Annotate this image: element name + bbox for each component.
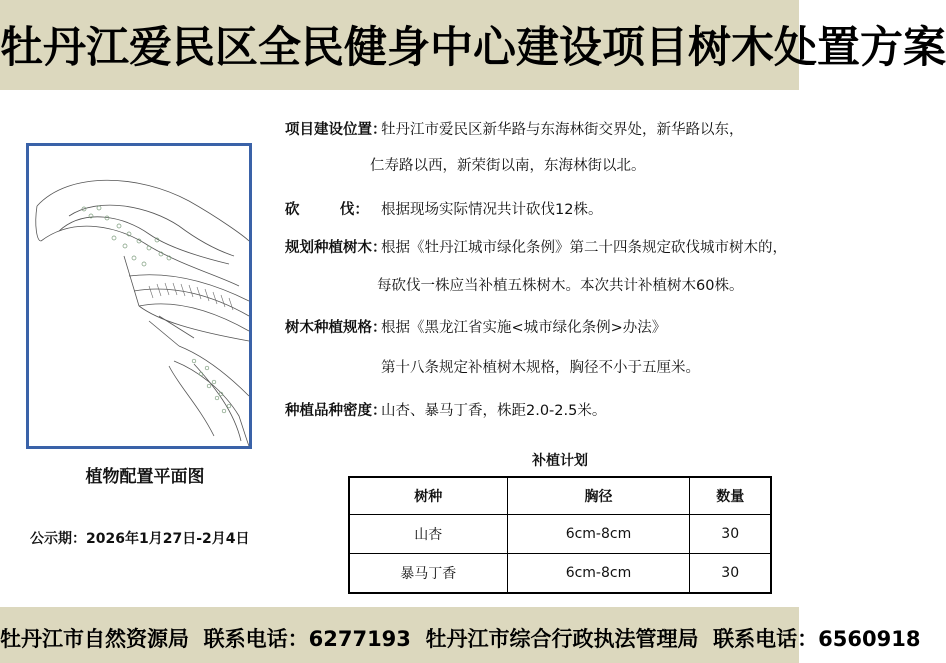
replant-line1: 根据《牡丹江城市绿化条例》第二十四条规定砍伐城市树木的， [381, 240, 787, 256]
table-header-row [349, 477, 771, 515]
location-label: 项目建设位置： [285, 122, 387, 138]
notice-period: 公示期：2026年1月27日-2月4日 [30, 531, 250, 547]
header-species: 树种 [349, 477, 507, 515]
footer-banner [0, 607, 921, 663]
spec-line1: 根据《黑龙江省实施<城市绿化条例>办法》 [381, 320, 667, 336]
spec-label: 树木种植规格： [285, 320, 387, 336]
map-drawing [29, 146, 249, 446]
table-row [349, 554, 771, 594]
cell-count: 30 [690, 554, 771, 594]
plan-title: 补植计划 [532, 453, 588, 469]
map-caption: 植物配置平面图 [85, 467, 205, 487]
replant-line2: 每砍伐一株应当补植五株树木。本次共计补植树木60株。 [377, 278, 744, 294]
title-banner [0, 0, 946, 90]
replant-plan-table [348, 476, 772, 594]
cell-count: 30 [690, 515, 771, 554]
cut-label: 砍 伐： [285, 202, 369, 218]
replant-label: 规划种植树木： [285, 240, 387, 256]
table-row [349, 515, 771, 554]
spec-line2: 第十八条规定补植树木规格，胸径不小于五厘米。 [381, 360, 700, 376]
cut-value: 根据现场实际情况共计砍伐12株。 [381, 202, 603, 218]
header-count: 数量 [690, 477, 771, 515]
location-line2: 仁寿路以西，新荣街以南，东海林街以北。 [370, 158, 646, 174]
cell-species: 暴马丁香 [349, 554, 507, 594]
location-line1: 牡丹江市爱民区新华路与东海林街交界处，新华路以东， [381, 122, 744, 138]
contact-info: 牡丹江市自然资源局 联系电话：6277193 牡丹江市综合行政执法管理局 联系电话：6560918 [0, 627, 921, 651]
header-diameter: 胸径 [507, 477, 690, 515]
cell-diameter: 6cm-8cm [507, 554, 690, 594]
cell-diameter: 6cm-8cm [507, 515, 690, 554]
planting-plan-map [26, 143, 252, 449]
cell-species: 山杏 [349, 515, 507, 554]
density-label: 种植品种密度： [285, 403, 387, 419]
page-title: 牡丹江爱民区全民健身中心建设项目树木处置方案 [0, 23, 946, 73]
density-value: 山杏、暴马丁香，株距2.0-2.5米。 [381, 403, 607, 419]
